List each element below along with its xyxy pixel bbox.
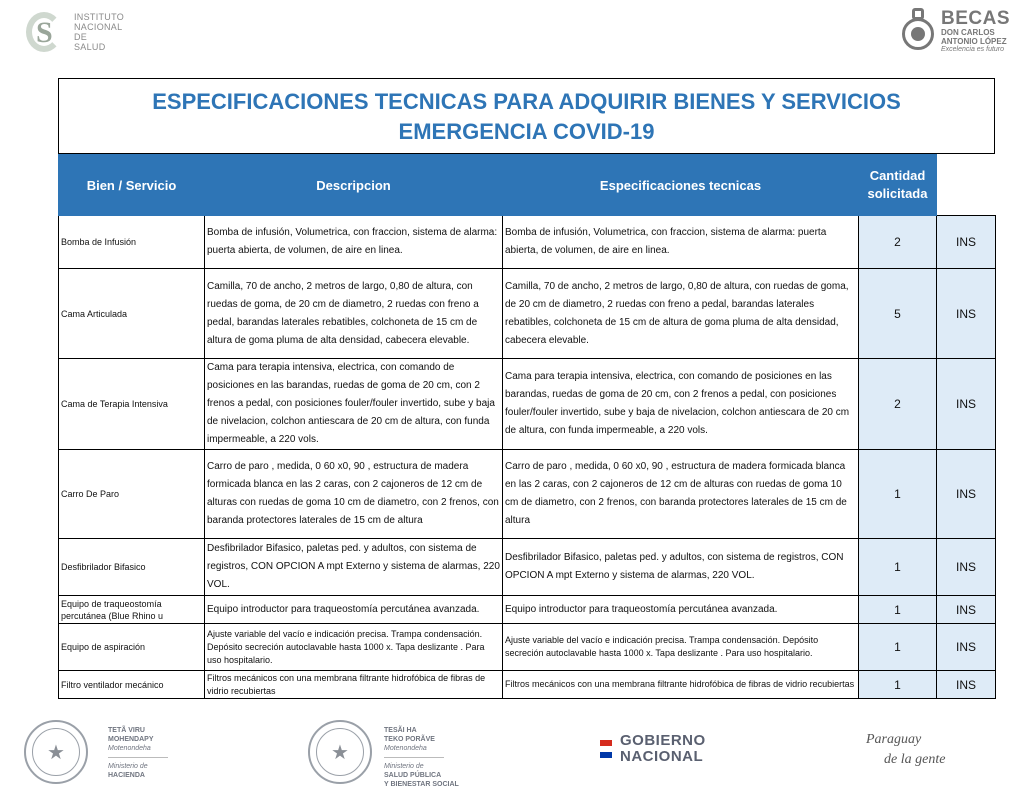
table-row (59, 596, 996, 624)
col-header-specs: Especificaciones tecnicas (503, 155, 859, 216)
unit-cell: INS (937, 216, 996, 269)
ins-emblem-icon: S (24, 8, 66, 56)
description-cell: Desfibrilador Bifasico, paletas ped. y adultos, con sistema de registros, CON OPCION A mpt Externo y sistema de alarmas, 220 VOL. (205, 539, 503, 596)
table-row (59, 624, 996, 671)
specs-cell: Desfibrilador Bifasico, paletas ped. y adultos, con sistema de registros, CON OPCION A mpt Externo y sistema de alarmas, 220 VOL. (503, 539, 859, 596)
item-cell: Equipo de traqueostomía percutánea (Blue Rhino u (59, 596, 205, 624)
description-cell: Equipo introductor para traqueostomía percutánea avanzada. (205, 596, 503, 624)
specs-cell: Carro de paro , medida, 0 60 x0, 90 , estructura de madera formicada blanca en las 2 caras, con 2 cajoneros de 12 cm de alturas con ruedas de goma 10 cm de diametro, con 2 frenos, con baranda protectores laterales de 15 cm de altura (503, 450, 859, 539)
hacienda-text: TETÃ VIRU MOHENDAPY Motenondeha Ministerio de HACIENDA (108, 726, 198, 780)
unit-cell: INS (937, 269, 996, 359)
qty-cell: 2 (859, 216, 937, 269)
specs-cell: Bomba de infusión, Volumetrica, con fraccion, sistema de alarma: puerta abierta, de volumen, de aire en linea. (503, 216, 859, 269)
qty-cell: 1 (859, 671, 937, 699)
item-cell: Bomba de Infusión (59, 216, 205, 269)
table-header-row (59, 155, 996, 216)
gobierno-nacional-logo: GOBIERNO NACIONAL (600, 733, 706, 765)
col-header-item: Bien / Servicio (59, 155, 205, 216)
becas-emblem-icon (901, 8, 935, 54)
specs-cell: Ajuste variable del vacío e indicación precisa. Trampa condensación. Depósito secreción autoclavable hasta 1000 x. Tapa deslizante . Para uso hospitalario. (503, 624, 859, 671)
paraguay-de-la-gente-logo: Paraguay de la gente (866, 732, 946, 767)
title-box (58, 78, 995, 154)
ins-logo-text: INSTITUTO NACIONAL DE SALUD (74, 12, 125, 52)
col-header-qty: Cantidad solicitada (859, 155, 937, 216)
table-row (59, 450, 996, 539)
description-cell: Ajuste variable del vacío e indicación precisa. Trampa condensación. Depósito secreción autoclavable hasta 1000 x. Tapa deslizante . Para uso hospitalario. (205, 624, 503, 671)
table-row (59, 671, 996, 699)
qty-cell: 1 (859, 539, 937, 596)
document-title: ESPECIFICACIONES TECNICAS PARA ADQUIRIR BIENES Y SERVICIOS (152, 89, 901, 114)
table-row (59, 359, 996, 450)
col-header-blank (937, 155, 996, 216)
unit-cell: INS (937, 624, 996, 671)
unit-cell: INS (937, 671, 996, 699)
salud-logo (308, 720, 459, 790)
specs-cell: Camilla, 70 de ancho, 2 metros de largo, 0,80 de altura, con ruedas de goma, de 20 cm de diametro, 2 ruedas con freno a pedal, barandas laterales rebatibles, colchoneta de 15 cm de altura de goma pluma de alta densidad, cabecera elevable. (503, 269, 859, 359)
paraguay-seal-icon: ★ (308, 720, 372, 784)
qty-cell: 1 (859, 450, 937, 539)
specs-cell: Filtros mecánicos con una membrana filtrante hidrofóbica de fibras de vidrio recubiertas (503, 671, 859, 699)
col-header-description: Descripcion (205, 155, 503, 216)
becas-logo (901, 8, 1010, 54)
qty-cell: 1 (859, 596, 937, 624)
qty-cell: 1 (859, 624, 937, 671)
hacienda-logo (24, 720, 154, 790)
item-cell: Filtro ventilador mecánico (59, 671, 205, 699)
specs-cell: Cama para terapia intensiva, electrica, con comando de posiciones en las barandas, ruedas de goma de 20 cm, con 2 frenos a pedal, con posiciones fouler/fouler invertido, sube y baja de nivelacion, colchon antiescara de 20 cm de altura, con funda impermeable, a 220 vols. (503, 359, 859, 450)
specs-cell: Equipo introductor para traqueostomía percutánea avanzada. (503, 596, 859, 624)
spec-document (58, 78, 995, 699)
unit-cell: INS (937, 450, 996, 539)
qty-cell: 5 (859, 269, 937, 359)
description-cell: Camilla, 70 de ancho, 2 metros de largo, 0,80 de altura, con ruedas de goma, de 20 cm de diametro, 2 ruedas con freno a pedal, barandas laterales rebatibles, colchoneta de 15 cm de altura de goma pluma de alta densidad, cabecera elevable. (205, 269, 503, 359)
item-cell: Cama de Terapia Intensiva (59, 359, 205, 450)
item-cell: Equipo de aspiración (59, 624, 205, 671)
item-cell: Carro De Paro (59, 450, 205, 539)
description-cell: Bomba de infusión, Volumetrica, con fraccion, sistema de alarma: puerta abierta, de volumen, de aire en linea. (205, 216, 503, 269)
becas-logo-text: BECAS DON CARLOS ANTONIO LÓPEZ Excelencia es futuro (940, 7, 1010, 53)
item-cell: Desfibrilador Bifasico (59, 539, 205, 596)
table-row (59, 269, 996, 359)
unit-cell: INS (937, 539, 996, 596)
table-row (59, 216, 996, 269)
ins-logo (24, 8, 124, 56)
description-cell: Carro de paro , medida, 0 60 x0, 90 , estructura de madera formicada blanca en las 2 caras, con 2 cajoneros de 12 cm de alturas con ruedas de goma 10 cm de diametro, con 2 frenos, con baranda protectores laterales de 15 cm de altura (205, 450, 503, 539)
description-cell: Filtros mecánicos con una membrana filtrante hidrofóbica de fibras de vidrio recubiertas (205, 671, 503, 699)
document-subtitle: EMERGENCIA COVID-19 (398, 119, 655, 144)
flag-icon (600, 740, 612, 758)
salud-text: TESÃI HA TEKO PORÃVE Motenondeha Ministerio de SALUD PÚBLICA Y BIENESTAR SOCIAL (384, 727, 459, 788)
table-row (59, 539, 996, 596)
spec-table (58, 154, 996, 699)
qty-cell: 2 (859, 359, 937, 450)
description-cell: Cama para terapia intensiva, electrica, con comando de posiciones en las barandas, ruedas de goma de 20 cm, con 2 frenos a pedal, con posiciones fouler/fouler invertido, sube y baja de nivelacion, colchon antiescara de 20 cm de altura, con funda impermeable, a 220 vols. (205, 359, 503, 450)
paraguay-seal-icon: ★ (24, 720, 88, 784)
unit-cell: INS (937, 596, 996, 624)
unit-cell: INS (937, 359, 996, 450)
item-cell: Cama Articulada (59, 269, 205, 359)
